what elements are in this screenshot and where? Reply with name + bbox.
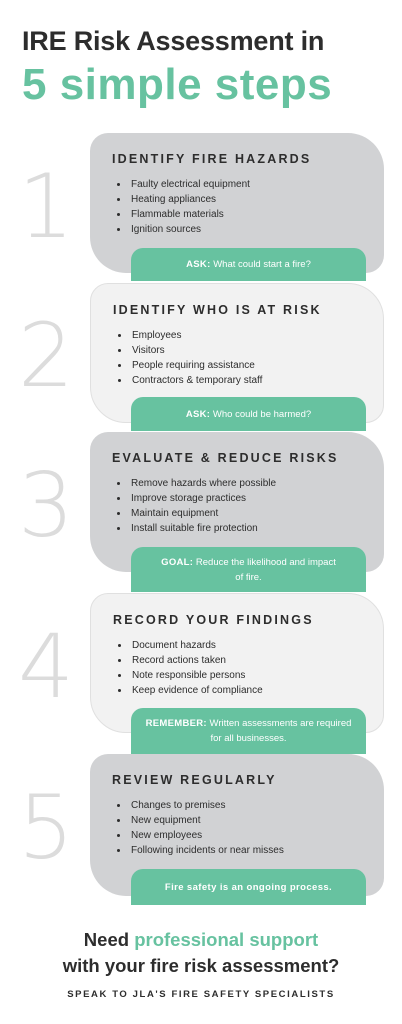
step-note bbox=[131, 248, 366, 281]
list-item: • Flammable materials bbox=[129, 207, 250, 222]
page-title: IRE Risk Assessment in bbox=[22, 26, 325, 56]
step-number: 1 bbox=[18, 155, 74, 258]
step-list bbox=[113, 638, 263, 698]
cta-prefix: Need bbox=[83, 929, 130, 950]
list-item: • Install suitable fire protection bbox=[129, 521, 276, 536]
step-title: IDENTIFY FIRE HAZARDS bbox=[112, 152, 312, 166]
cta-line-2: with your fire risk assessment? bbox=[62, 955, 340, 976]
page-subtitle: 5 simple steps bbox=[22, 60, 333, 109]
list-item: • Document hazards bbox=[130, 638, 263, 653]
step-list bbox=[113, 328, 262, 388]
note-text: What could start a fire? bbox=[213, 259, 311, 270]
step-number: 4 bbox=[18, 615, 74, 718]
list-item: • Contractors & temporary staff bbox=[130, 373, 262, 388]
step-note bbox=[131, 547, 366, 592]
list-item: • Following incidents or near misses bbox=[129, 843, 284, 858]
step-number: 2 bbox=[18, 304, 74, 407]
cta-link[interactable]: SPEAK TO JLA'S FIRE SAFETY SPECIALISTS bbox=[67, 989, 335, 1000]
list-item: • Employees bbox=[130, 328, 262, 343]
note-label: ASK: bbox=[186, 259, 211, 270]
list-item: • Remove hazards where possible bbox=[129, 476, 276, 491]
list-item: • Keep evidence of compliance bbox=[130, 683, 263, 698]
step-note bbox=[131, 397, 366, 431]
note-text: Written assessments are required for all businesses. bbox=[209, 718, 352, 744]
step-note bbox=[131, 708, 366, 754]
step-title: IDENTIFY WHO IS AT RISK bbox=[113, 303, 322, 317]
note-text: Fire safety is an ongoing process. bbox=[164, 881, 333, 893]
list-item: • Changes to premises bbox=[129, 798, 284, 813]
note-text: Who could be harmed? bbox=[212, 408, 312, 420]
list-item: • New employees bbox=[129, 828, 284, 843]
step-title: EVALUATE & REDUCE RISKS bbox=[112, 451, 339, 465]
step-note bbox=[131, 869, 366, 905]
list-item: • Improve storage practices bbox=[129, 491, 276, 506]
cta-accent: professional support bbox=[134, 929, 319, 950]
step-list bbox=[112, 177, 250, 237]
list-item: • Maintain equipment bbox=[129, 506, 276, 521]
list-item: • People requiring assistance bbox=[130, 358, 262, 373]
list-item: • New equipment bbox=[129, 813, 284, 828]
list-item: • Heating appliances bbox=[129, 192, 250, 207]
cta-line-1 bbox=[0, 929, 402, 951]
note-label: REMEMBER: bbox=[145, 718, 207, 729]
note-label: ASK: bbox=[185, 408, 211, 420]
list-item: • Faulty electrical equipment bbox=[129, 177, 250, 192]
list-item: • Ignition sources bbox=[129, 222, 250, 237]
list-item: • Record actions taken bbox=[130, 653, 263, 668]
step-list bbox=[112, 798, 284, 858]
step-title: REVIEW REGULARLY bbox=[112, 773, 277, 787]
step-list bbox=[112, 476, 276, 536]
list-item: • Visitors bbox=[130, 343, 262, 358]
list-item: • Note responsible persons bbox=[130, 668, 263, 683]
note-text: Reduce the likelihood and impact of fire. bbox=[195, 556, 336, 583]
note-label: GOAL: bbox=[161, 556, 194, 568]
step-number: 3 bbox=[18, 454, 74, 557]
step-title: RECORD YOUR FINDINGS bbox=[113, 613, 314, 627]
step-number: 5 bbox=[18, 776, 74, 879]
